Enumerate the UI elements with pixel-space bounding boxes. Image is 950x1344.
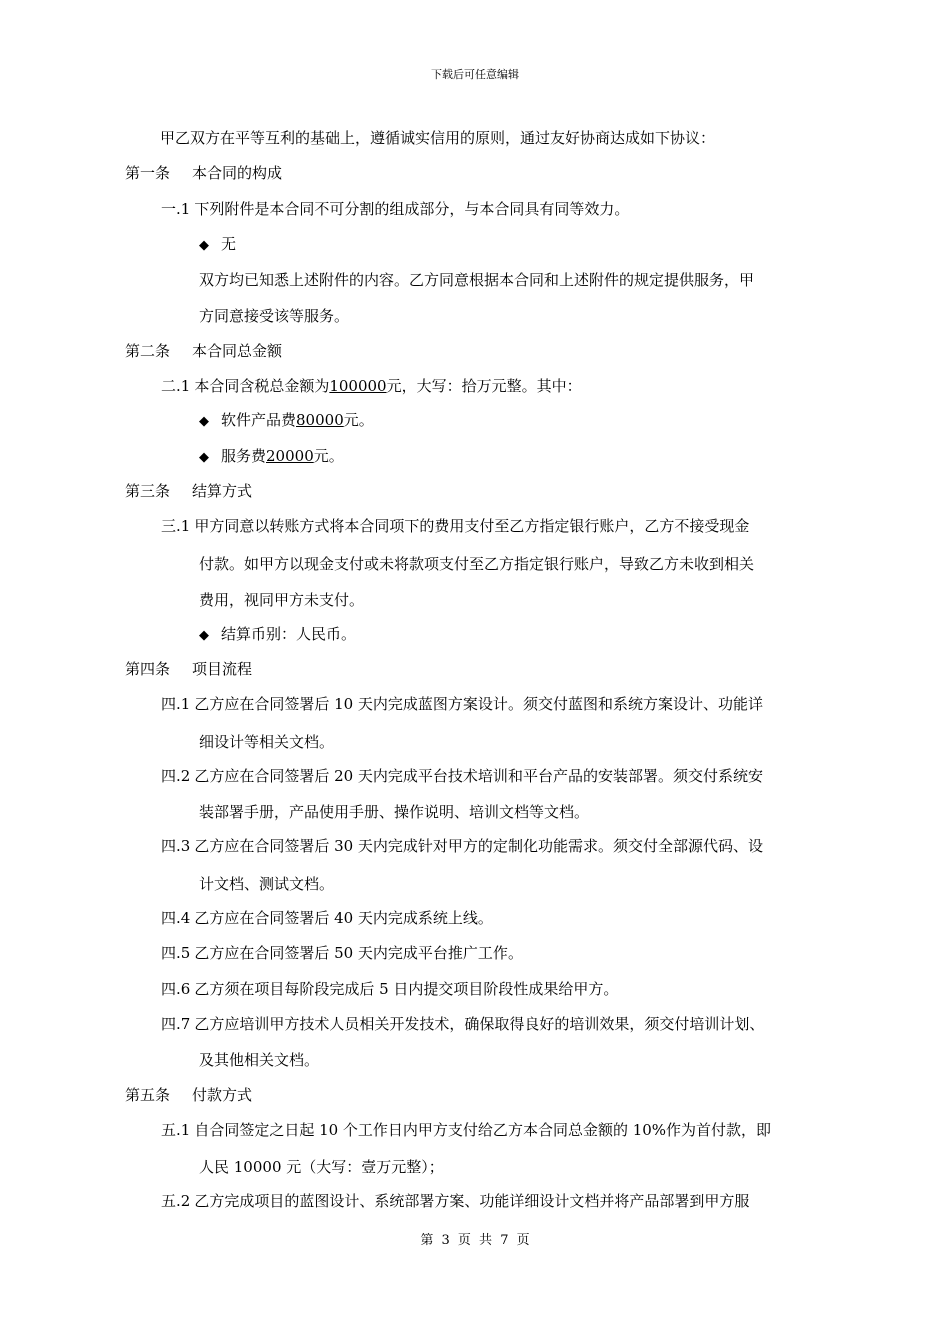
paragraph-line: 人民 10000 元（大写：壹万元整）； — [199, 1158, 444, 1176]
clause-number: 三.1 — [161, 517, 191, 535]
article-3-heading — [125, 481, 252, 501]
bullet-item: ◆ 软件产品费80000元。 — [199, 410, 374, 432]
clause-4-6 — [161, 979, 618, 999]
bullet-item — [199, 624, 356, 646]
clause-number: 一.1 — [161, 200, 191, 218]
intro-paragraph: 甲乙双方在平等互利的基础上，遵循诚实信用的原则，通过友好协商达成如下协议： — [160, 129, 716, 147]
bullet-item — [199, 234, 236, 256]
clause-number: 四.4 — [161, 909, 191, 927]
paragraph-line: 方同意接受该等服务。 — [199, 307, 350, 325]
service-fee-amount: 20000 — [266, 447, 314, 465]
clause-text: 乙方应在合同签署后 20 天内完成平台技术培训和平台产品的安装部署。须交付系统安 — [194, 767, 763, 785]
clause-number: 四.7 — [161, 1015, 191, 1033]
clause-1-1 — [161, 199, 629, 219]
article-number: 第四条 — [125, 660, 171, 678]
clause-3-1 — [161, 516, 749, 536]
article-number: 第一条 — [125, 164, 171, 182]
software-fee-amount: 80000 — [296, 411, 344, 429]
clause-text: 乙方应培训甲方技术人员相关开发技术，确保取得良好的培训效果，须交付培训计划、 — [194, 1015, 765, 1033]
clause-number: 四.5 — [161, 944, 191, 962]
bullet-text: 无 — [221, 235, 237, 253]
page-footer: 第 3 页 共 7 页 — [420, 1233, 530, 1248]
article-2-heading — [125, 341, 282, 361]
article-title: 结算方式 — [192, 482, 253, 500]
clause-number: 二.1 — [161, 377, 191, 395]
clause-5-2 — [161, 1191, 749, 1211]
article-number: 第二条 — [125, 342, 171, 360]
paragraph-line: 计文档、测试文档。 — [199, 875, 335, 893]
article-5-heading — [125, 1085, 252, 1105]
clause-4-3 — [161, 836, 763, 856]
article-number: 第五条 — [125, 1086, 171, 1104]
paragraph-line: 双方均已知悉上述附件的内容。乙方同意根据本合同和上述附件的规定提供服务，甲 — [199, 271, 755, 289]
article-title: 本合同的构成 — [192, 164, 283, 182]
clause-5-1 — [161, 1120, 771, 1140]
clause-number: 四.1 — [161, 695, 191, 713]
clause-text: 乙方完成项目的蓝图设计、系统部署方案、功能详细设计文档并将产品部署到甲方服 — [194, 1192, 750, 1210]
article-title: 付款方式 — [192, 1086, 253, 1104]
article-1-heading — [125, 163, 282, 183]
clause-text: 本合同含税总金额为100000元，大写：拾万元整。其中： — [194, 377, 582, 395]
paragraph-line: 装部署手册，产品使用手册、操作说明、培训文档等文档。 — [199, 803, 590, 821]
clause-4-1 — [161, 694, 763, 714]
clause-text: 甲方同意以转账方式将本合同项下的费用支付至乙方指定银行账户，乙方不接受现金 — [194, 517, 750, 535]
total-amount: 100000 — [329, 377, 387, 395]
paragraph-line: 付款。如甲方以现金支付或未将款项支付至乙方指定银行账户，导致乙方未收到相关 — [199, 555, 755, 573]
clause-4-7 — [161, 1014, 764, 1034]
clause-2-1 — [161, 376, 582, 396]
clause-text: 乙方应在合同签署后 30 天内完成针对甲方的定制化功能需求。须交付全部源代码、设 — [194, 837, 763, 855]
clause-number: 四.3 — [161, 837, 191, 855]
diamond-bullet-icon: ◆ — [199, 238, 209, 253]
diamond-bullet-icon: ◆ — [199, 628, 209, 643]
clause-text: 乙方应在合同签署后 10 天内完成蓝图方案设计。须交付蓝图和系统方案设计、功能详 — [194, 695, 763, 713]
paragraph-line: 及其他相关文档。 — [199, 1051, 320, 1069]
clause-4-5 — [161, 943, 523, 963]
article-4-heading — [125, 659, 252, 679]
clause-text: 乙方应在合同签署后 40 天内完成系统上线。 — [194, 909, 493, 927]
article-number: 第三条 — [125, 482, 171, 500]
clause-text: 自合同签定之日起 10 个工作日内甲方支付给乙方本合同总金额的 10%作为首付款，即 — [194, 1121, 772, 1139]
clause-number: 四.6 — [161, 980, 191, 998]
clause-4-2 — [161, 766, 763, 786]
diamond-bullet-icon: ◆ — [199, 450, 209, 465]
paragraph-line: 细设计等相关文档。 — [199, 733, 335, 751]
clause-4-4 — [161, 908, 493, 928]
diamond-bullet-icon: ◆ — [199, 414, 209, 429]
bullet-item: ◆ 服务费20000元。 — [199, 446, 344, 468]
clause-number: 四.2 — [161, 767, 191, 785]
paragraph-line: 费用，视同甲方未支付。 — [199, 591, 365, 609]
article-title: 本合同总金额 — [192, 342, 283, 360]
clause-number: 五.1 — [161, 1121, 191, 1139]
clause-text: 乙方应在合同签署后 50 天内完成平台推广工作。 — [194, 944, 523, 962]
page-header: 下载后可任意编辑 — [431, 68, 519, 81]
clause-text: 下列附件是本合同不可分割的组成部分，与本合同具有同等效力。 — [194, 200, 630, 218]
clause-number: 五.2 — [161, 1192, 191, 1210]
article-title: 项目流程 — [192, 660, 253, 678]
clause-text: 乙方须在项目每阶段完成后 5 日内提交项目阶段性成果给甲方。 — [194, 980, 619, 998]
bullet-text: 结算币别：人民币。 — [221, 625, 357, 643]
